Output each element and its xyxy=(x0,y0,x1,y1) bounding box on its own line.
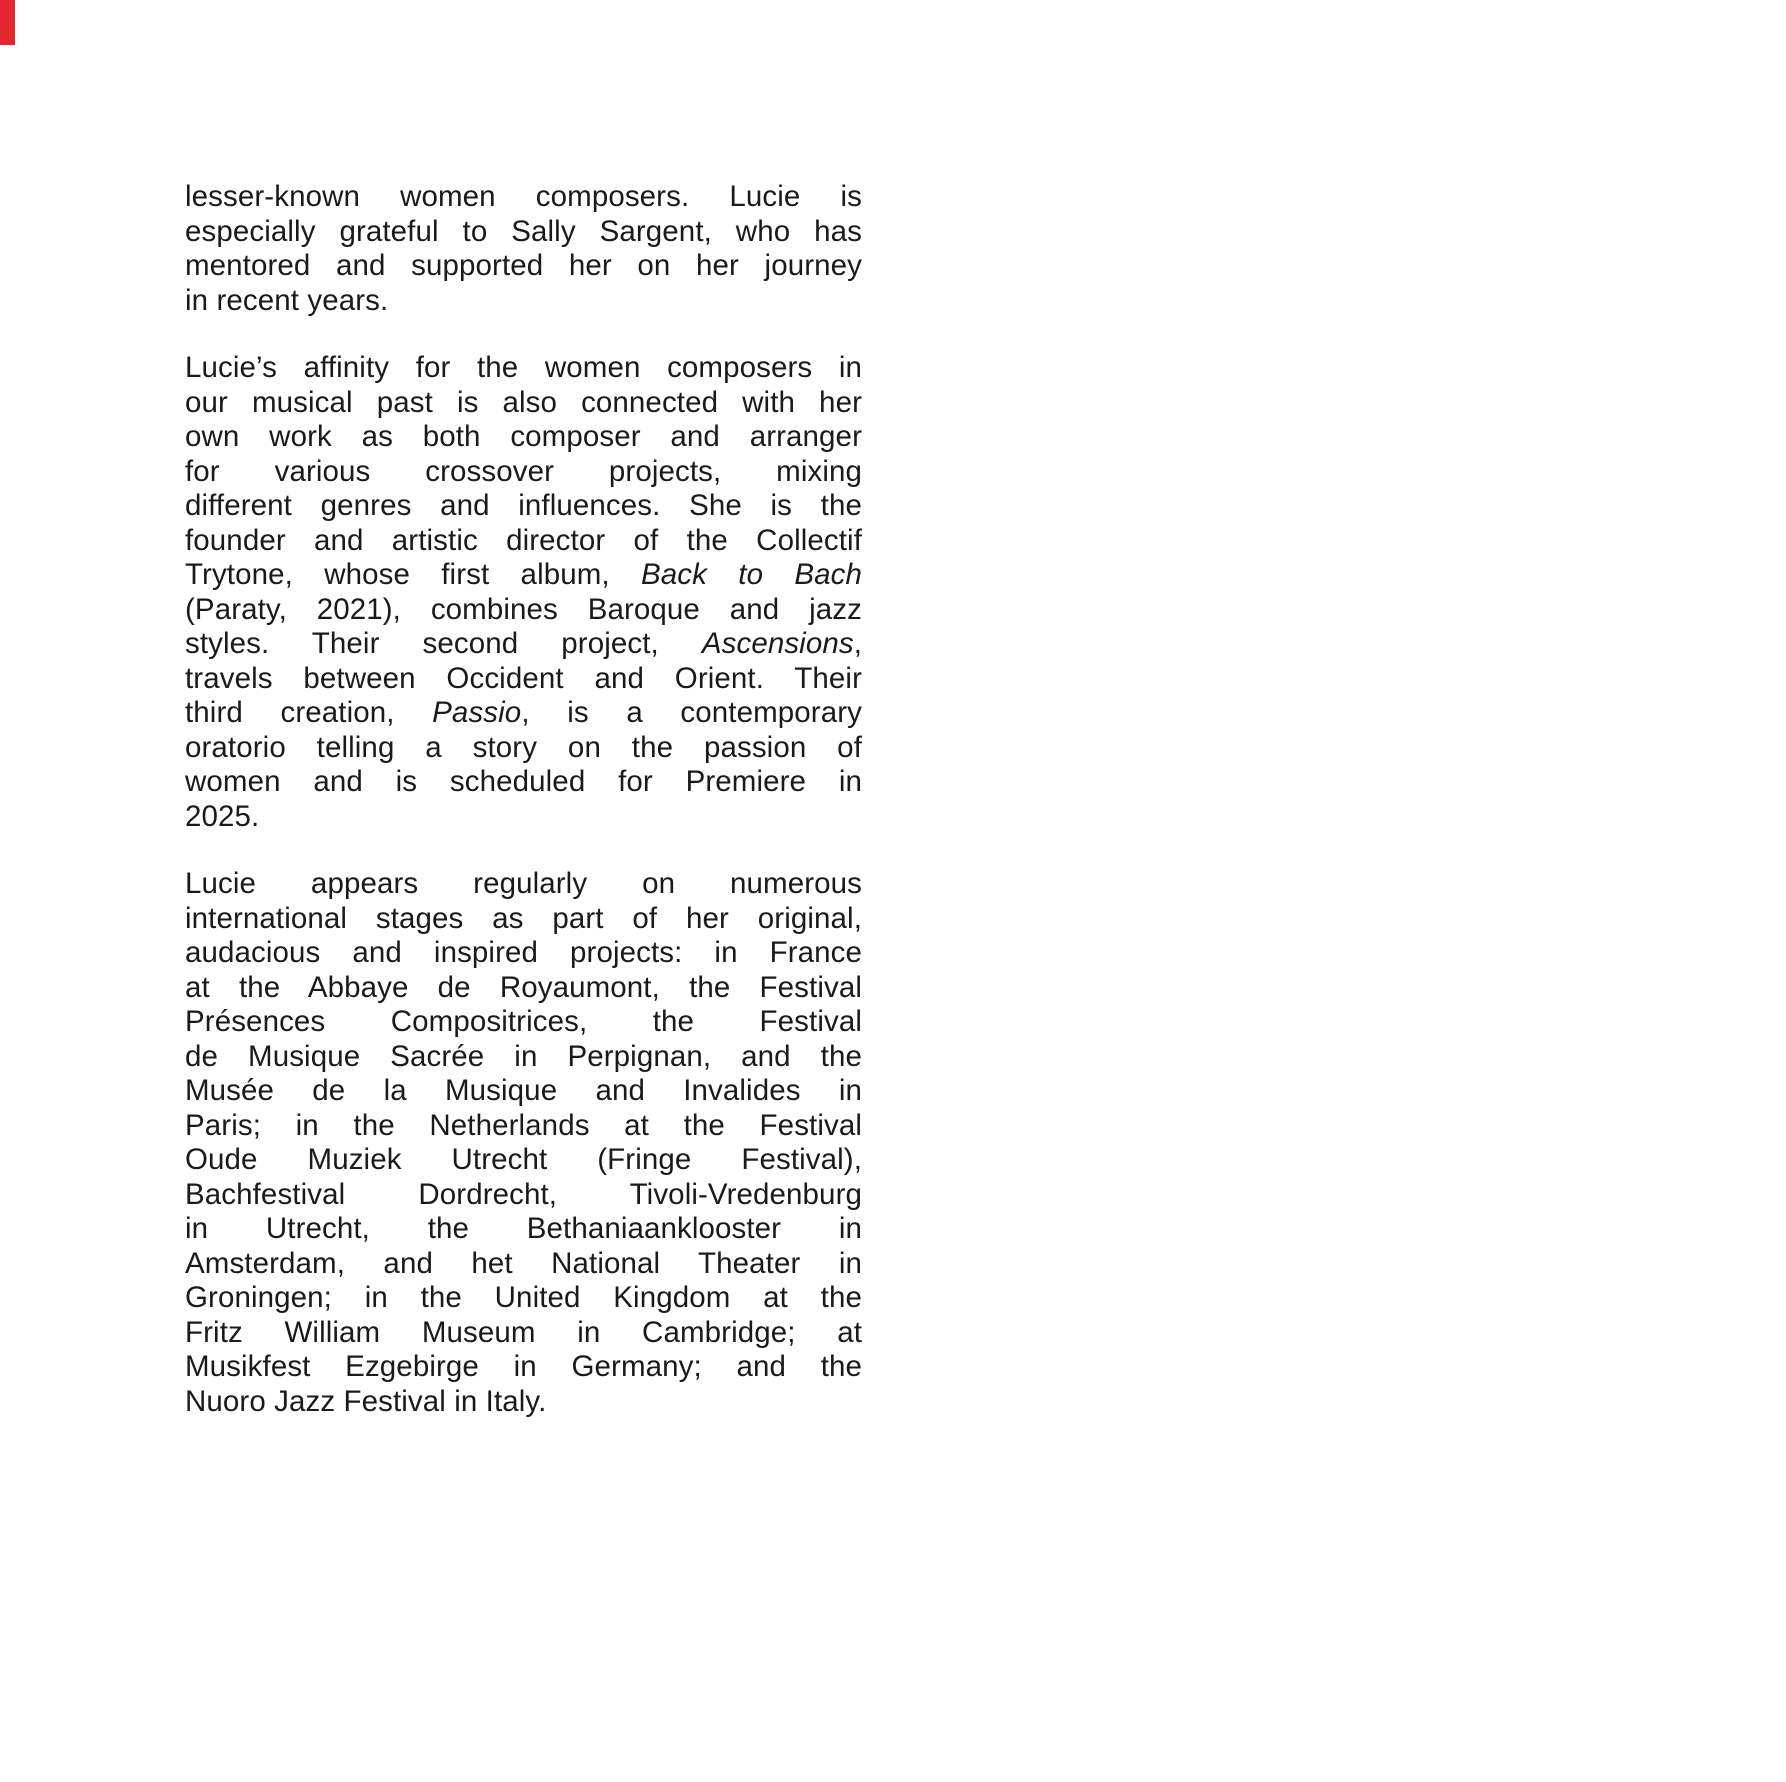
text-line xyxy=(185,180,862,215)
text-line xyxy=(185,627,862,662)
text-line xyxy=(185,1178,862,1213)
text-run: Paris; in the Netherlands at the Festival xyxy=(185,1108,862,1142)
text-line xyxy=(185,1212,862,1247)
text-run: audacious and inspired projects: in France xyxy=(185,936,862,969)
text-run: at the Abbaye de Royaumont, the Festival xyxy=(185,970,862,1004)
text-line xyxy=(185,1385,862,1420)
text-line xyxy=(185,351,862,386)
text-run: for various crossover projects, mixing xyxy=(185,454,862,488)
text-run: Groningen; in the United Kingdom at the xyxy=(185,1281,862,1314)
text-run: Présences Compositrices, the Festival xyxy=(185,1005,862,1038)
text-line xyxy=(185,1350,862,1385)
text-run: third creation, xyxy=(185,696,433,729)
text-line xyxy=(185,524,862,559)
paragraph-1 xyxy=(185,180,862,318)
text-line xyxy=(185,1074,862,1109)
text-line xyxy=(185,249,862,284)
text-run: oratorio telling a story on the passion of xyxy=(185,730,862,764)
text-line xyxy=(185,558,862,593)
text-run: founder and artistic director of the Collectif xyxy=(185,523,862,557)
text-line xyxy=(185,867,862,902)
text-run: mentored and supported her on her journey xyxy=(185,249,862,282)
paragraph-3 xyxy=(185,867,862,1419)
text-run: , xyxy=(853,627,862,660)
text-line xyxy=(185,420,862,455)
paragraph-2 xyxy=(185,351,862,834)
text-line xyxy=(185,936,862,971)
text-run: Amsterdam, and het National Theater in xyxy=(185,1246,862,1280)
corner-mark xyxy=(0,0,15,45)
text-run: different genres and influences. She is the xyxy=(185,489,862,522)
text-run: styles. Their second project, xyxy=(185,627,702,660)
text-run: in Utrecht, the Bethaniaanklooster in xyxy=(185,1212,862,1245)
text-line xyxy=(185,902,862,937)
text-line xyxy=(185,386,862,421)
text-line xyxy=(185,662,862,697)
text-line xyxy=(185,284,862,319)
text-run: Musée de la Musique and Invalides in xyxy=(185,1074,862,1107)
text-run: Oude Muziek Utrecht (Fringe Festival), xyxy=(185,1143,862,1176)
text-run: travels between Occident and Orient. Their xyxy=(185,661,862,695)
italic-title-run: Passio xyxy=(432,696,522,729)
text-line xyxy=(185,1143,862,1178)
text-line xyxy=(185,971,862,1006)
text-run: our musical past is also connected with her xyxy=(185,385,862,419)
text-line xyxy=(185,1040,862,1075)
biography-text xyxy=(185,180,862,1452)
text-line xyxy=(185,489,862,524)
text-run: Trytone, whose first album, xyxy=(185,558,641,591)
text-line xyxy=(185,1247,862,1282)
text-run: especially grateful to Sally Sargent, who has xyxy=(185,214,862,248)
italic-title-run: Ascensions xyxy=(701,627,854,660)
text-run: 2025. xyxy=(185,799,260,833)
text-line xyxy=(185,455,862,490)
text-line xyxy=(185,731,862,766)
text-run: own work as both composer and arranger xyxy=(185,420,862,453)
text-run: Lucie appears regularly on numerous xyxy=(185,867,862,900)
text-run: Lucie’s affinity for the women composers in xyxy=(185,351,862,384)
text-line xyxy=(185,800,862,835)
text-run: Fritz William Museum in Cambridge; at xyxy=(185,1315,862,1349)
text-run: , is a contemporary xyxy=(521,696,862,729)
text-run: (Paraty, 2021), combines Baroque and jazz xyxy=(185,592,862,626)
text-line xyxy=(185,765,862,800)
text-run: in recent years. xyxy=(185,283,389,317)
text-run: Bachfestival Dordrecht, Tivoli-Vredenburg xyxy=(185,1177,862,1211)
text-run: Nuoro Jazz Festival in Italy. xyxy=(185,1384,547,1418)
italic-title-run: Back to Bach xyxy=(641,558,862,591)
text-line xyxy=(185,215,862,250)
text-line xyxy=(185,1316,862,1351)
text-line xyxy=(185,1005,862,1040)
text-run: lesser-known women composers. Lucie is xyxy=(185,180,862,213)
text-line xyxy=(185,593,862,628)
text-run: de Musique Sacrée in Perpignan, and the xyxy=(185,1039,862,1073)
text-run: women and is scheduled for Premiere in xyxy=(185,765,862,798)
text-run: Musikfest Ezgebirge in Germany; and the xyxy=(185,1350,862,1383)
text-run: international stages as part of her original, xyxy=(185,901,862,935)
text-line xyxy=(185,1109,862,1144)
text-line xyxy=(185,696,862,731)
text-line xyxy=(185,1281,862,1316)
